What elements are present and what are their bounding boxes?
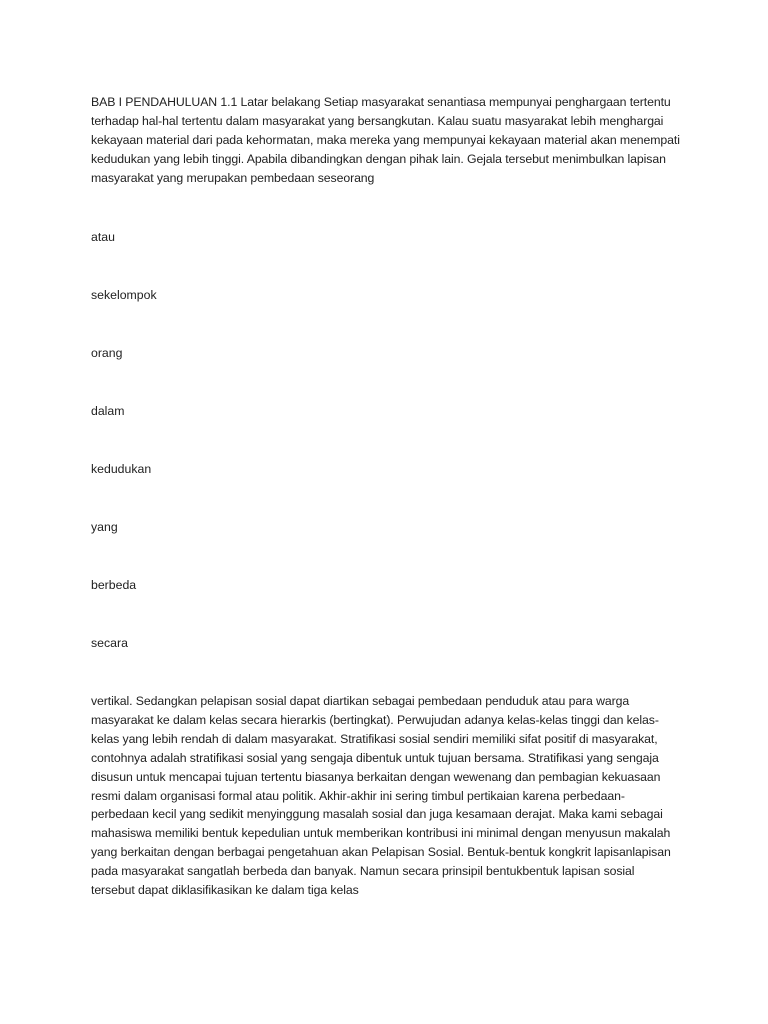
word-line: dalam [91, 404, 125, 418]
word-line: berbeda [91, 578, 137, 592]
word-line: kedudukan [91, 462, 152, 476]
intro-paragraph: BAB I PENDAHULUAN 1.1 Latar belakang Setiap masyarakat senantiasa mempunyai penghargaan tertentu terhadap hal-hal tertentu dalam masyarakat yang bersangkutan. Kalau suatu masyarakat lebih menghargai kekayaan material dari pada kehormatan, maka mereka yang mempunyai kekayaan material akan menempati kedudukan yang lebih tinggi. Apabila dibandingkan dengan pihak lain. Gejala tersebut menimbulkan lapisan masyarakat yang merupakan pembedaan seseorang [91, 95, 680, 185]
word-line: atau [91, 230, 115, 244]
word-line: secara [91, 636, 128, 650]
word-line: orang [91, 346, 123, 360]
continuation-paragraph: vertikal. Sedangkan pelapisan sosial dapat diartikan sebagai pembedaan penduduk atau para warga masyarakat ke dalam kelas secara hierarkis (bertingkat). Perwujudan adanya kelas-kelas tinggi dan kelas-kelas yang lebih rendah di dalam masyarakat. Stratifikasi sosial sendiri memiliki sifat positif di masyarakat, contohnya adalah stratifikasi sosial yang sengaja dibentuk untuk tujuan bersama. Stratifikasi yang sengaja disusun untuk mencapai tujuan tertentu biasanya berkaitan dengan wewenang dan pembagian kekuasaan resmi dalam organisasi formal atau politik. Akhir-akhir ini sering timbul pertikaian karena perbedaan-perbedaan kecil yang sedikit menyinggung masalah sosial dan juga kesamaan derajat. Maka kami sebagai mahasiswa memiliki bentuk kepedulian untuk memberikan kontribusi ini minimal dengan menyusun makalah yang berkaitan dengan berbagai pengetahuan akan Pelapisan Sosial. Bentuk-bentuk kongkrit lapisanlapisan pada masyarakat sangatlah berbeda dan banyak. Namun secara prinsipil bentukbentuk lapisan sosial tersebut dapat diklasifikasikan ke dalam tiga kelas [91, 694, 671, 898]
word-line: yang [91, 520, 118, 534]
word-line: sekelompok [91, 288, 157, 302]
